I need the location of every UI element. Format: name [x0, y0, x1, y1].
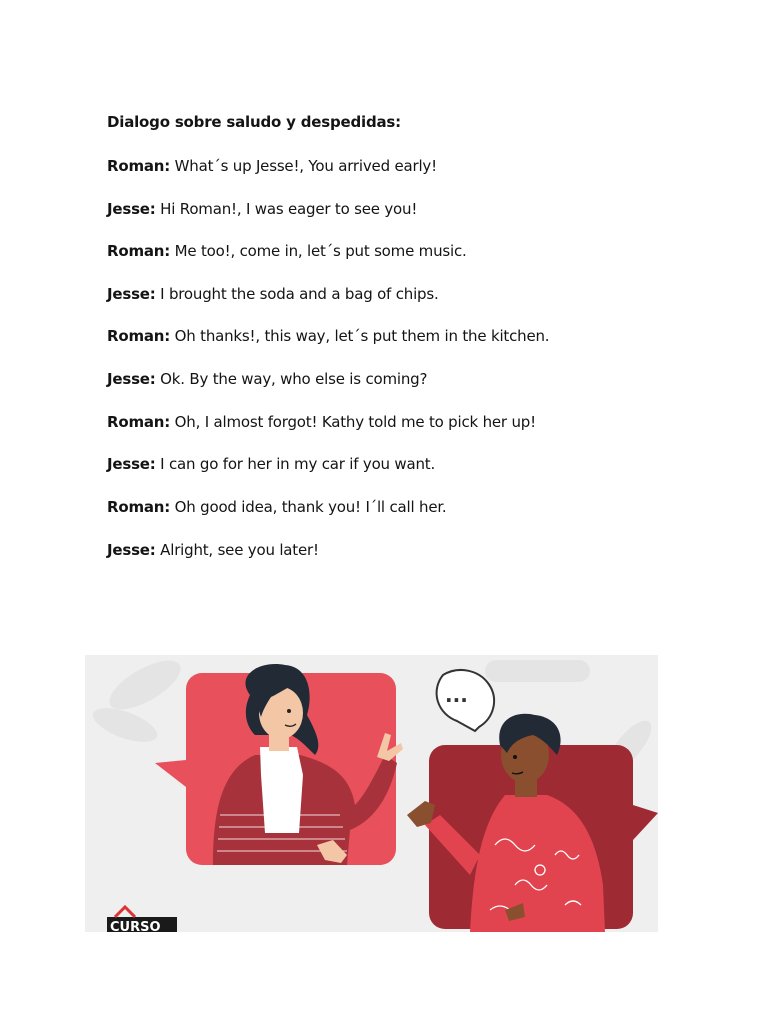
speaker-name: Jesse: — [107, 285, 156, 303]
speaker-name: Roman: — [107, 498, 171, 516]
dialogue-line — [107, 285, 439, 303]
conversation-illustration — [85, 655, 658, 932]
line-text: I can go for her in my car if you want. — [155, 455, 436, 473]
speaker-name: Roman: — [107, 327, 171, 345]
bubble-ellipsis: ... — [445, 683, 468, 707]
dialogue-line — [107, 370, 427, 388]
line-text: Oh thanks!, this way, let´s put them in the kitchen. — [170, 327, 550, 345]
dialogue-line — [107, 157, 437, 175]
speaker-name: Jesse: — [107, 541, 156, 559]
dialogue-line — [107, 242, 467, 260]
dialogue-line — [107, 541, 319, 559]
dialogue-line — [107, 327, 549, 345]
speaker-name: Roman: — [107, 157, 171, 175]
line-text: Me too!, come in, let´s put some music. — [170, 242, 467, 260]
page-title: Dialogo sobre saludo y despedidas: — [107, 113, 401, 131]
dialogue-line — [107, 413, 536, 431]
speaker-name: Jesse: — [107, 370, 156, 388]
logo-text: CURSO — [110, 920, 161, 932]
dialogue-line — [107, 200, 417, 218]
dialogue-line — [107, 455, 435, 473]
line-text: I brought the soda and a bag of chips. — [155, 285, 439, 303]
dialogue-line — [107, 498, 447, 516]
speaker-name: Jesse: — [107, 200, 156, 218]
speaker-name: Roman: — [107, 242, 171, 260]
illustration-svg — [85, 655, 658, 932]
line-text: Alright, see you later! — [155, 541, 319, 559]
line-text: What´s up Jesse!, You arrived early! — [170, 157, 437, 175]
line-text: Oh good idea, thank you! I´ll call her. — [170, 498, 447, 516]
speaker-name: Roman: — [107, 413, 171, 431]
line-text: Oh, I almost forgot! Kathy told me to pick her up! — [170, 413, 536, 431]
speaker-name: Jesse: — [107, 455, 156, 473]
line-text: Ok. By the way, who else is coming? — [155, 370, 428, 388]
line-text: Hi Roman!, I was eager to see you! — [155, 200, 418, 218]
